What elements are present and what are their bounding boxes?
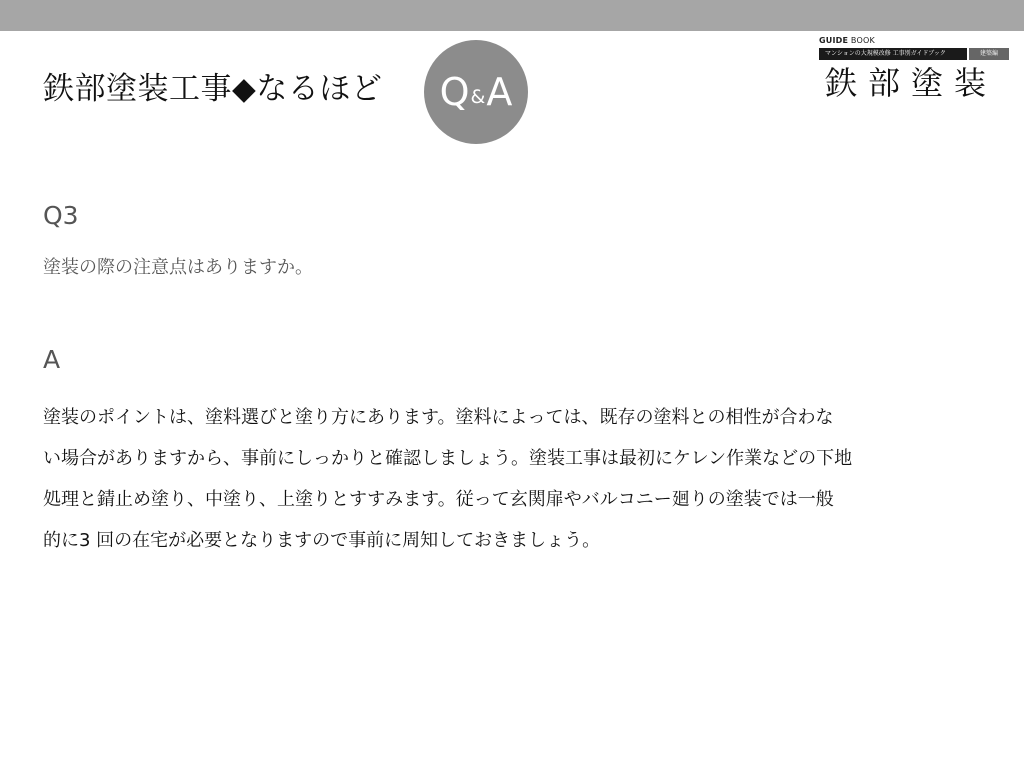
- guide-book-brand-bold: GUIDE: [819, 36, 849, 45]
- answer-text: [43, 397, 983, 561]
- guide-series-strip: [819, 48, 1009, 60]
- qa-badge-amp: &: [470, 85, 486, 108]
- answer-line: い場合がありますから、事前にしっかりと確認しましょう。塗装工事は最初にケレン作業などの下地: [43, 448, 853, 469]
- answer-label: A: [43, 345, 61, 374]
- answer-line: 処理と錆止め塗り、中塗り、上塗りとすすみます。従って玄関扉やバルコニー廻りの塗装では一般: [43, 489, 834, 510]
- answer-line: 的に3 回の在宅が必要となりますので事前に周知しておきましょう。: [43, 530, 601, 551]
- qa-badge-q: Q: [439, 70, 470, 114]
- page-title: 鉄部塗装工事◆なるほど: [43, 71, 383, 107]
- question-text: 塗装の際の注意点はありますか。: [43, 257, 313, 278]
- guide-series-text: マンションの大規模改修 工事別ガイドブック: [819, 48, 967, 60]
- guide-book-logo: [819, 36, 1009, 102]
- top-bar: [0, 0, 1024, 31]
- guide-book-brand-rest: BOOK: [848, 36, 875, 45]
- guide-book-label: [819, 36, 1009, 46]
- answer-line: 塗装のポイントは、塗料選びと塗り方にあります。塗料によっては、既存の塗料との相性が合わな: [43, 407, 834, 428]
- qa-badge: [424, 40, 528, 144]
- qa-badge-a: A: [486, 70, 513, 114]
- question-label: Q3: [43, 201, 79, 230]
- guide-edition-badge: 建築編: [969, 48, 1009, 60]
- guide-title: 鉄部塗装: [825, 64, 998, 102]
